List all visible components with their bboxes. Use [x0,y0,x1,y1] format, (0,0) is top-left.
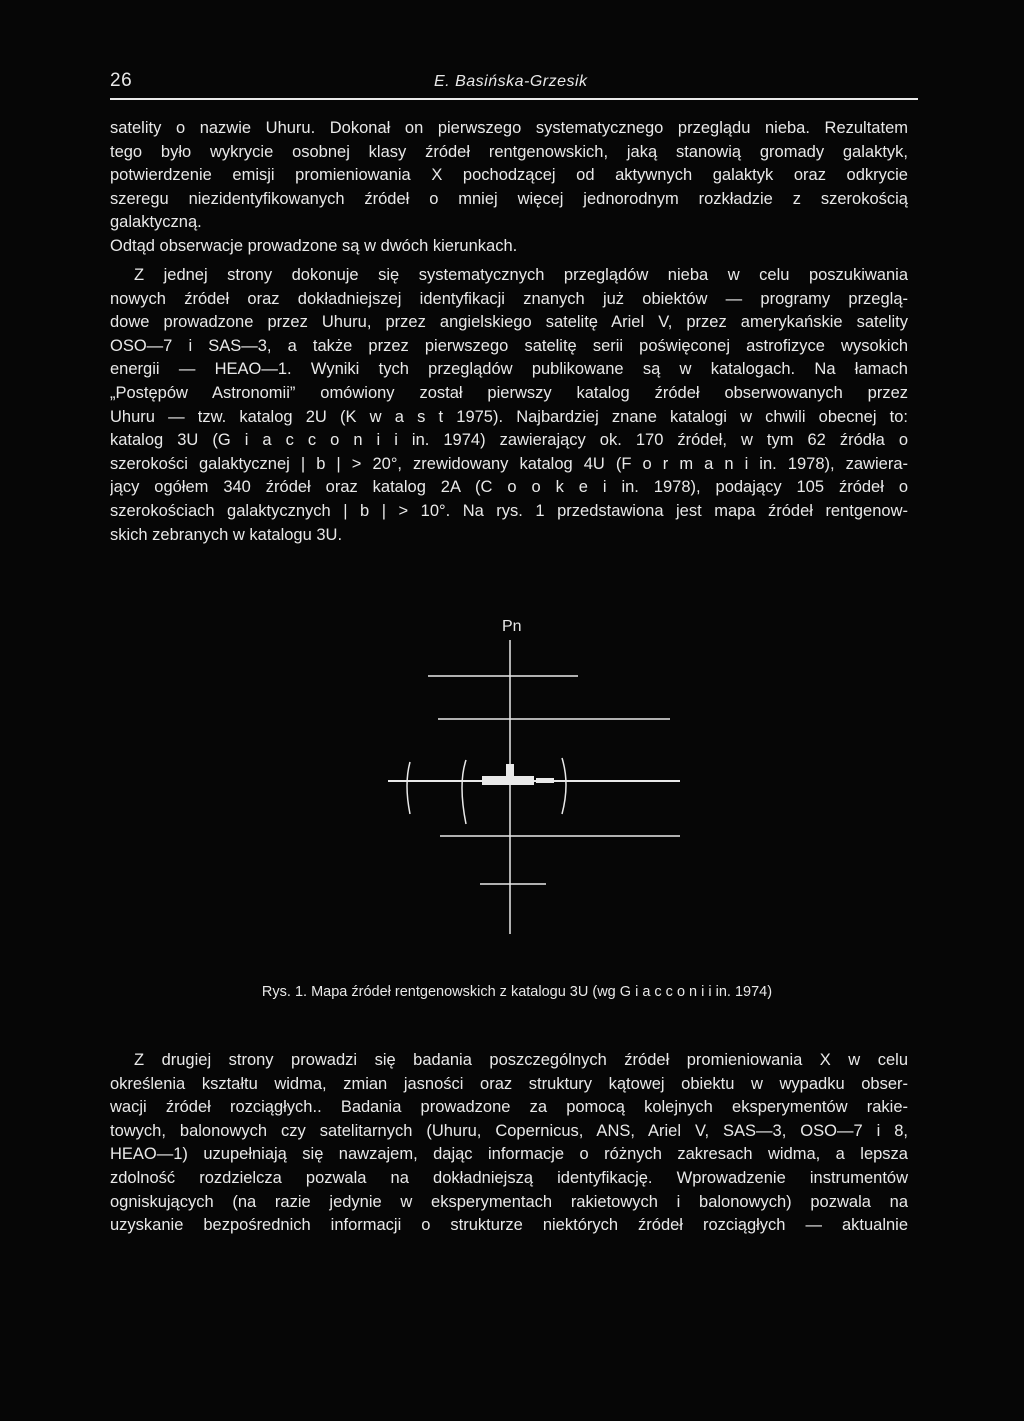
text-line: ogniskujących (na razie jedynie w eksperymentach rakietowych i balonowych) pozwala na [110,1192,908,1211]
text-line: satelity o nazwie Uhuru. Dokonał on pierwszego systematycznego przeglądu nieba. Rezultatem [110,119,908,137]
header-rule [110,98,918,100]
text-line: skich zebranych w katalogu 3U. [110,525,343,544]
map-source-cluster [506,764,514,784]
map-arc-left-outer [407,762,410,814]
text-line: szerokościach galaktycznych | b | > 10°. Na rys. 1 przedstawiona jest mapa źródeł rentgenow- [110,501,908,520]
text-line: Z jednej strony dokonuje się systematycznych przeglądów nieba w celu poszukiwania [134,266,908,284]
paragraph-3 [110,1049,908,1238]
figure-caption: Rys. 1. Mapa źródeł rentgenowskich z katalogu 3U (wg G i a c c o n i i in. 1974) [261,984,773,1000]
text-line: Uhuru — tzw. katalog 2U (K w a s t 1975). Najbardziej znane katalogi w chwili obecnej to: [110,407,908,426]
text-line: szerokości galaktycznej | b | > 20°, zrewidowany katalog 4U (F o r m a n i in. 1978), zawiera- [110,454,908,473]
text-line: wacji źródeł rozciągłych.. Badania prowadzone za pomocą kolejnych eksperymentów rakie- [110,1098,908,1117]
text-line: szeregu niezidentyfikowanych źródeł o mniej więcej jednorodnym rozkładzie z szerokością [110,189,908,208]
map-source-cluster [536,778,554,783]
text-line: uzyskanie bezpośrednich informacji o strukturze niektórych źródeł rozciągłych — aktualnie [110,1216,908,1235]
page-number: 26 [110,70,133,91]
text-line: energii — HEAO—1. Wyniki tych przeglądów publikowane są w katalogach. Na łamach [110,360,908,379]
text-line: OSO—7 i SAS—3, a także przez pierwszego satelitę serii poświęconej astrofizyce wysokich [110,336,908,355]
text-line: Z drugiej strony prowadzi się badania poszczególnych źródeł promieniowania X w celu [134,1051,908,1069]
text-line: jący ogółem 340 źródeł oraz katalog 2A (C o o k e i in. 1978), podający 105 źródeł o [110,478,908,497]
text-line: zdolność rozdzielcza pozwala na dokładniejszą identyfikację. Wprowadzenie instrumentów [110,1168,908,1187]
paragraph-1 [110,117,908,259]
map-arc-right-inner [562,758,566,814]
text-line: „Postępów Astronomii” omówiony został pierwszy katalog źródeł obserwowanych przez [110,383,908,402]
x-ray-source-map [380,604,680,944]
text-line: nowych źródeł oraz dokładniejszej identyfikacji znanych już obiektów — programy przeglą- [110,289,908,308]
text-line: towych, balonowych czy satelitarnych (Uhuru, Copernicus, ANS, Ariel V, SAS—3, OSO—7 i 8, [110,1121,908,1140]
text-line: katalog 3U (G i a c c o n i i in. 1974) zawierający ok. 170 źródeł, w tym 62 źródła o [110,431,908,450]
figure-label-pn: Pn [502,618,522,635]
paragraph-2 [110,264,908,547]
text-line: Odtąd obserwacje prowadzone są w dwóch kierunkach. [110,236,518,255]
text-line: potwierdzenie emisji promieniowania X pochodzącej od aktywnych galaktyk oraz odkrycie [110,166,908,185]
figure-source-map [380,604,680,944]
text-line: tego było wykrycie osobnej klasy źródeł rentgenowskich, jaką stanowią gromady galaktyk, [110,142,908,161]
text-line: galaktyczną. [110,213,202,232]
text-line: określenia kształtu widma, zmian jasności oraz struktury kątowej obiektu w wypadku obser- [110,1074,908,1093]
text-line: HEAO—1) uzupełniają się nawzajem, dając informacje o różnych zakresach widma, a lepsza [110,1145,908,1164]
running-head-author: E. Basińska-Grzesik [434,73,588,90]
map-arc-left-inner [462,760,466,824]
text-line: dowe prowadzone przez Uhuru, przez angielskiego satelitę Ariel V, przez amerykańskie satelity [110,313,908,332]
